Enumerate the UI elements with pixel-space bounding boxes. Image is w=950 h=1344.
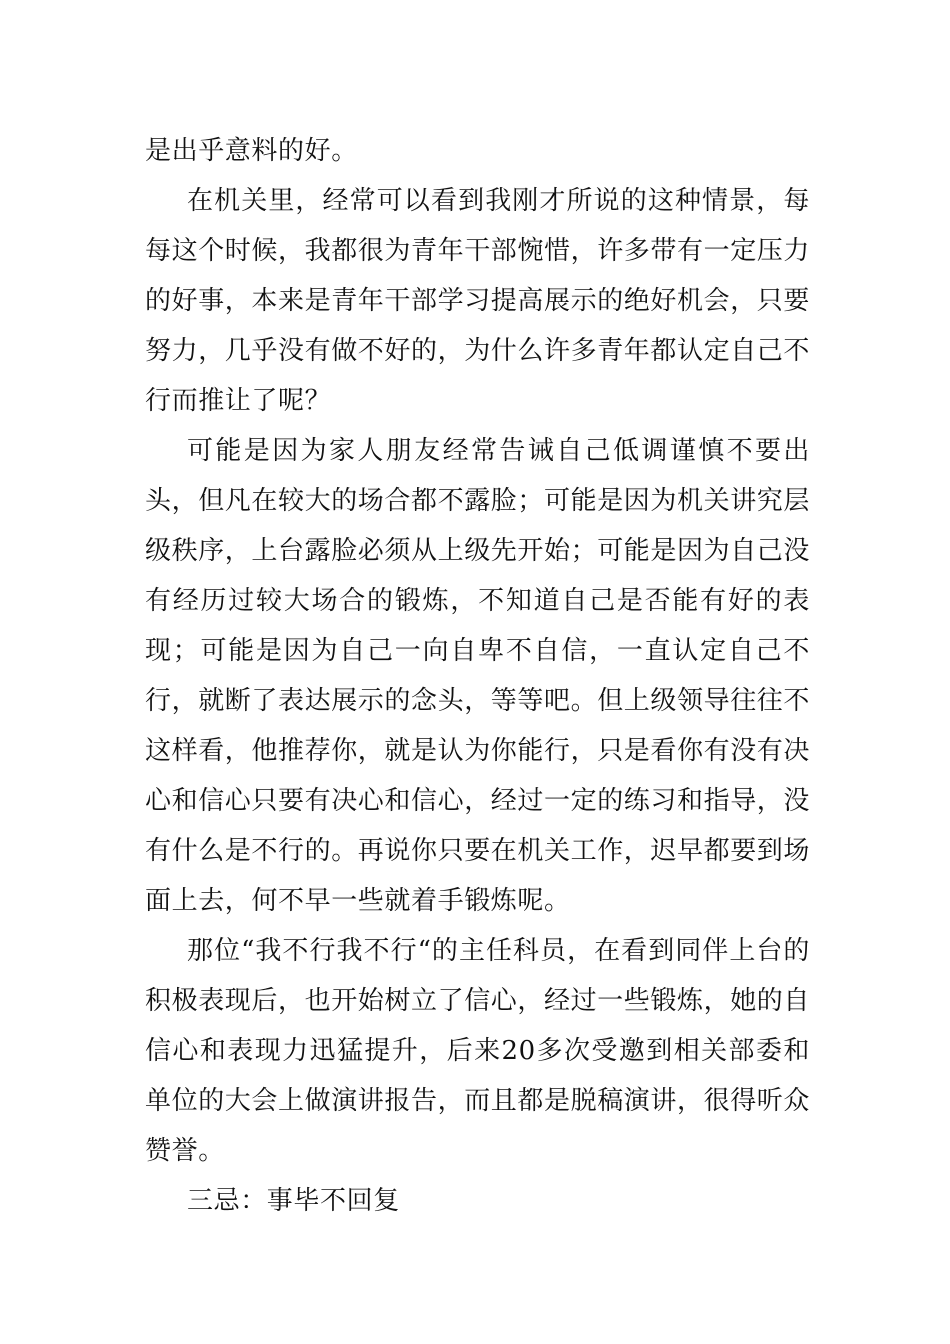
section-heading-third-taboo: 三忌：事毕不回复 [187, 1186, 400, 1216]
document-body [145, 126, 810, 1226]
paragraph-continuation: 是出乎意料的好。 [145, 136, 358, 166]
paragraph-possible-reasons: 可能是因为家人朋友经常告诫自己低调谨慎不要出头，但凡在较大的场合都不露脸；可能是因为机关讲究层级秩序，上台露脸必须从上级先开始；可能是因为自己没有经历过较大场合的锻炼，不知道自己是否能有好的表现；可能是因为自己一向自卑不自信，一直认定自己不行，就断了表达展示的念头，等等吧。但上级领导往往不这样看，他推荐你，就是认为你能行，只是看你有没有决心和信心只要有决心和信心，经过一定的练习和指导，没有什么是不行的。再说你只要在机关工作，迟早都要到场面上去，何不早一些就着手锻炼呢。 [145, 436, 811, 916]
paragraph-agency-scenario: 在机关里，经常可以看到我刚才所说的这种情景，每每这个时候，我都很为青年干部惋惜，许多带有一定压力的好事，本来是青年干部学习提高展示的绝好机会，只要努力，几乎没有做不好的，为什么许多青年都认定自己不行而推让了呢？ [145, 186, 811, 416]
paragraph-section-chief-example: 那位“我不行我不行“的主任科员，在看到同伴上台的积极表现后，也开始树立了信心，经过一些锻炼，她的自信心和表现力迅猛提升，后来20多次受邀到相关部委和单位的大会上做演讲报告，而且都是脱稿演讲，很得听众赞誉。 [145, 936, 811, 1166]
